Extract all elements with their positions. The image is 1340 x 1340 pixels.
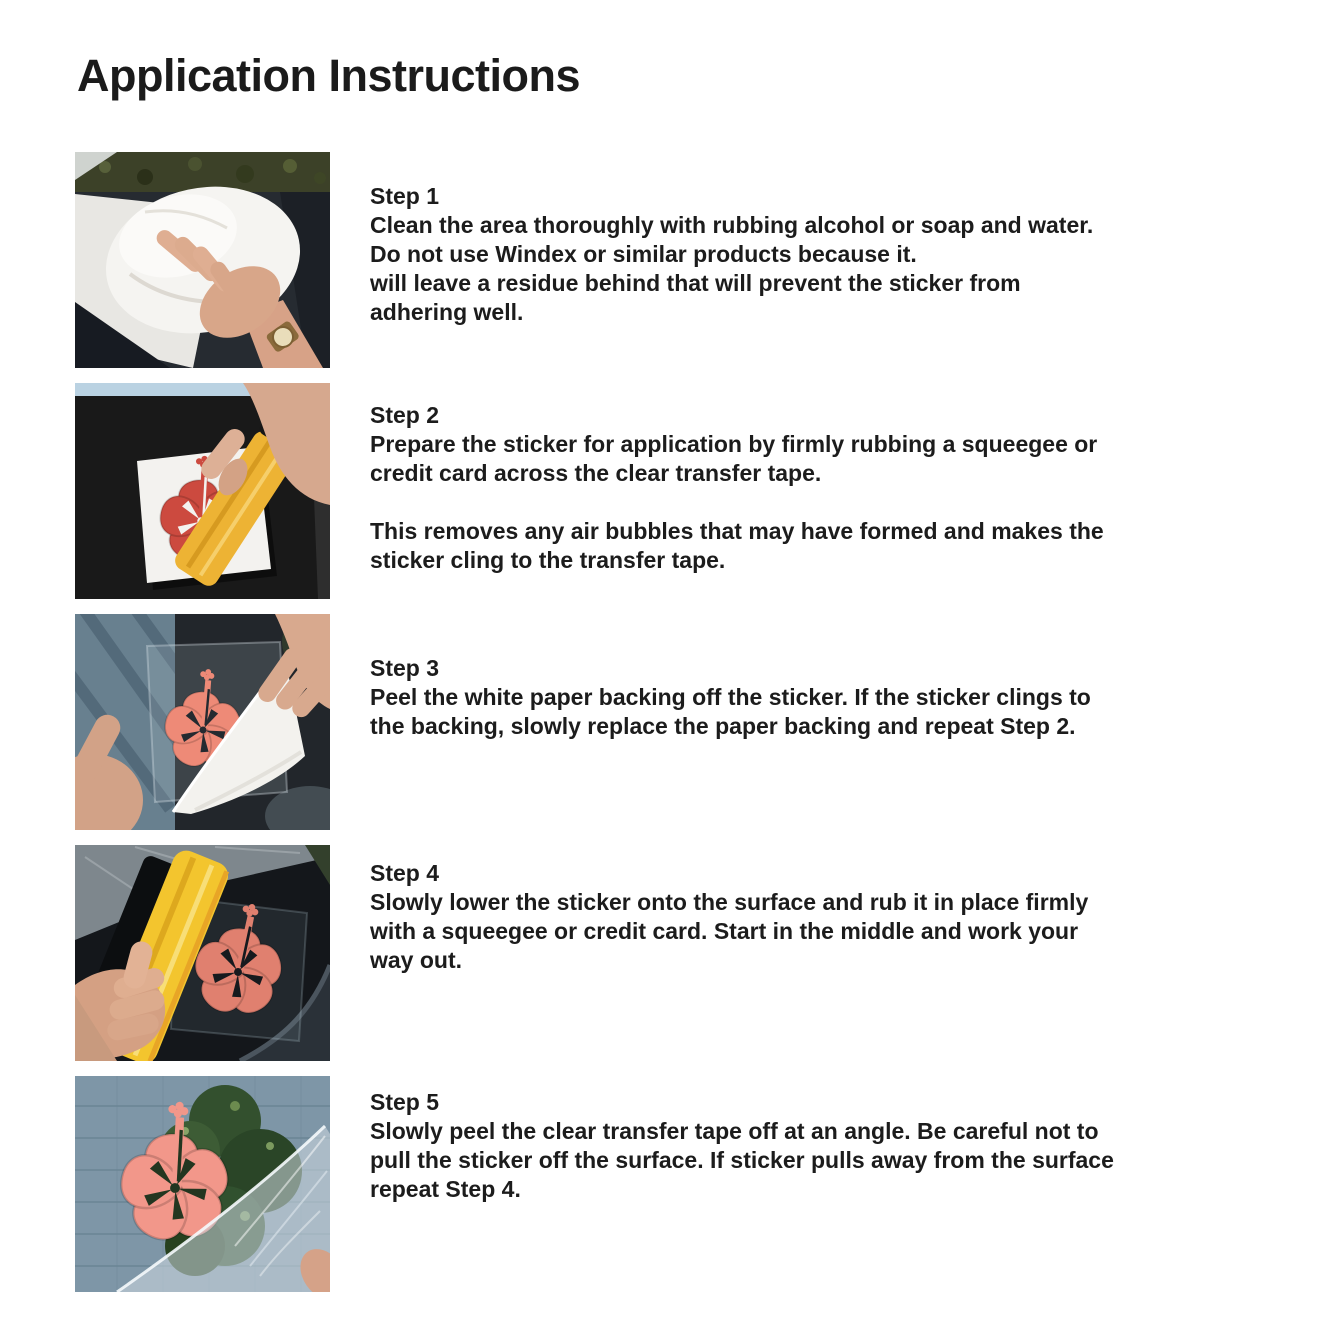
step-4-row — [75, 845, 1322, 1061]
step-2-text — [370, 383, 1104, 575]
step-1-text — [370, 152, 1093, 327]
page-title: Application Instructions — [77, 50, 581, 101]
squeegee-on-sticker-illustration — [75, 383, 330, 599]
step-2-row — [75, 383, 1322, 599]
step-label: Step 4 — [370, 860, 440, 886]
wiping-surface-illustration — [75, 152, 330, 368]
step-label: Step 3 — [370, 655, 440, 681]
step-text-line: Prepare the sticker for application by firmly rubbing a squeegee or — [370, 431, 1098, 457]
step-text-line: way out. — [370, 947, 463, 973]
step-label: Step 2 — [370, 402, 440, 428]
step-1-photo — [75, 152, 330, 368]
step-5-row — [75, 1076, 1322, 1292]
step-text-line: the backing, slowly replace the paper backing and repeat Step 2. — [370, 713, 1076, 739]
step-text-line: adhering well. — [370, 299, 524, 325]
step-5-text — [370, 1076, 1114, 1204]
step-text-line: This removes any air bubbles that may have formed and makes the — [370, 518, 1104, 544]
step-3-photo — [75, 614, 330, 830]
step-4-photo — [75, 845, 330, 1061]
step-text-line: with a squeegee or credit card. Start in the middle and work your — [370, 918, 1079, 944]
step-text-line: sticker cling to the transfer tape. — [370, 547, 726, 573]
step-text-line: pull the sticker off the surface. If sticker pulls away from the surface — [370, 1147, 1114, 1173]
applying-sticker-illustration — [75, 845, 330, 1061]
step-label: Step 5 — [370, 1089, 440, 1115]
step-3-text — [370, 614, 1091, 741]
step-5-photo — [75, 1076, 330, 1292]
step-4-text — [370, 845, 1088, 975]
step-text-line: Slowly peel the clear transfer tape off at an angle. Be careful not to — [370, 1118, 1099, 1144]
foliage-band — [75, 152, 330, 192]
step-text-line: Slowly lower the sticker onto the surface and rub it in place firmly — [370, 889, 1089, 915]
step-text-line: Clean the area thoroughly with rubbing alcohol or soap and water. — [370, 212, 1094, 238]
step-text-line: credit card across the clear transfer tape. — [370, 460, 822, 486]
step-text-line — [370, 488, 1104, 517]
step-text-line: repeat Step 4. — [370, 1176, 521, 1202]
step-3-row — [75, 614, 1322, 830]
step-label: Step 1 — [370, 183, 440, 209]
step-text-line: Peel the white paper backing off the sticker. If the sticker clings to — [370, 684, 1091, 710]
step-1-row — [75, 152, 1322, 368]
step-2-photo — [75, 383, 330, 599]
step-text-line: will leave a residue behind that will prevent the sticker from — [370, 270, 1021, 296]
peeling-transfer-tape-illustration — [75, 1076, 330, 1292]
peeling-backing-illustration — [75, 614, 330, 830]
step-text-line: Do not use Windex or similar products because it. — [370, 241, 917, 267]
